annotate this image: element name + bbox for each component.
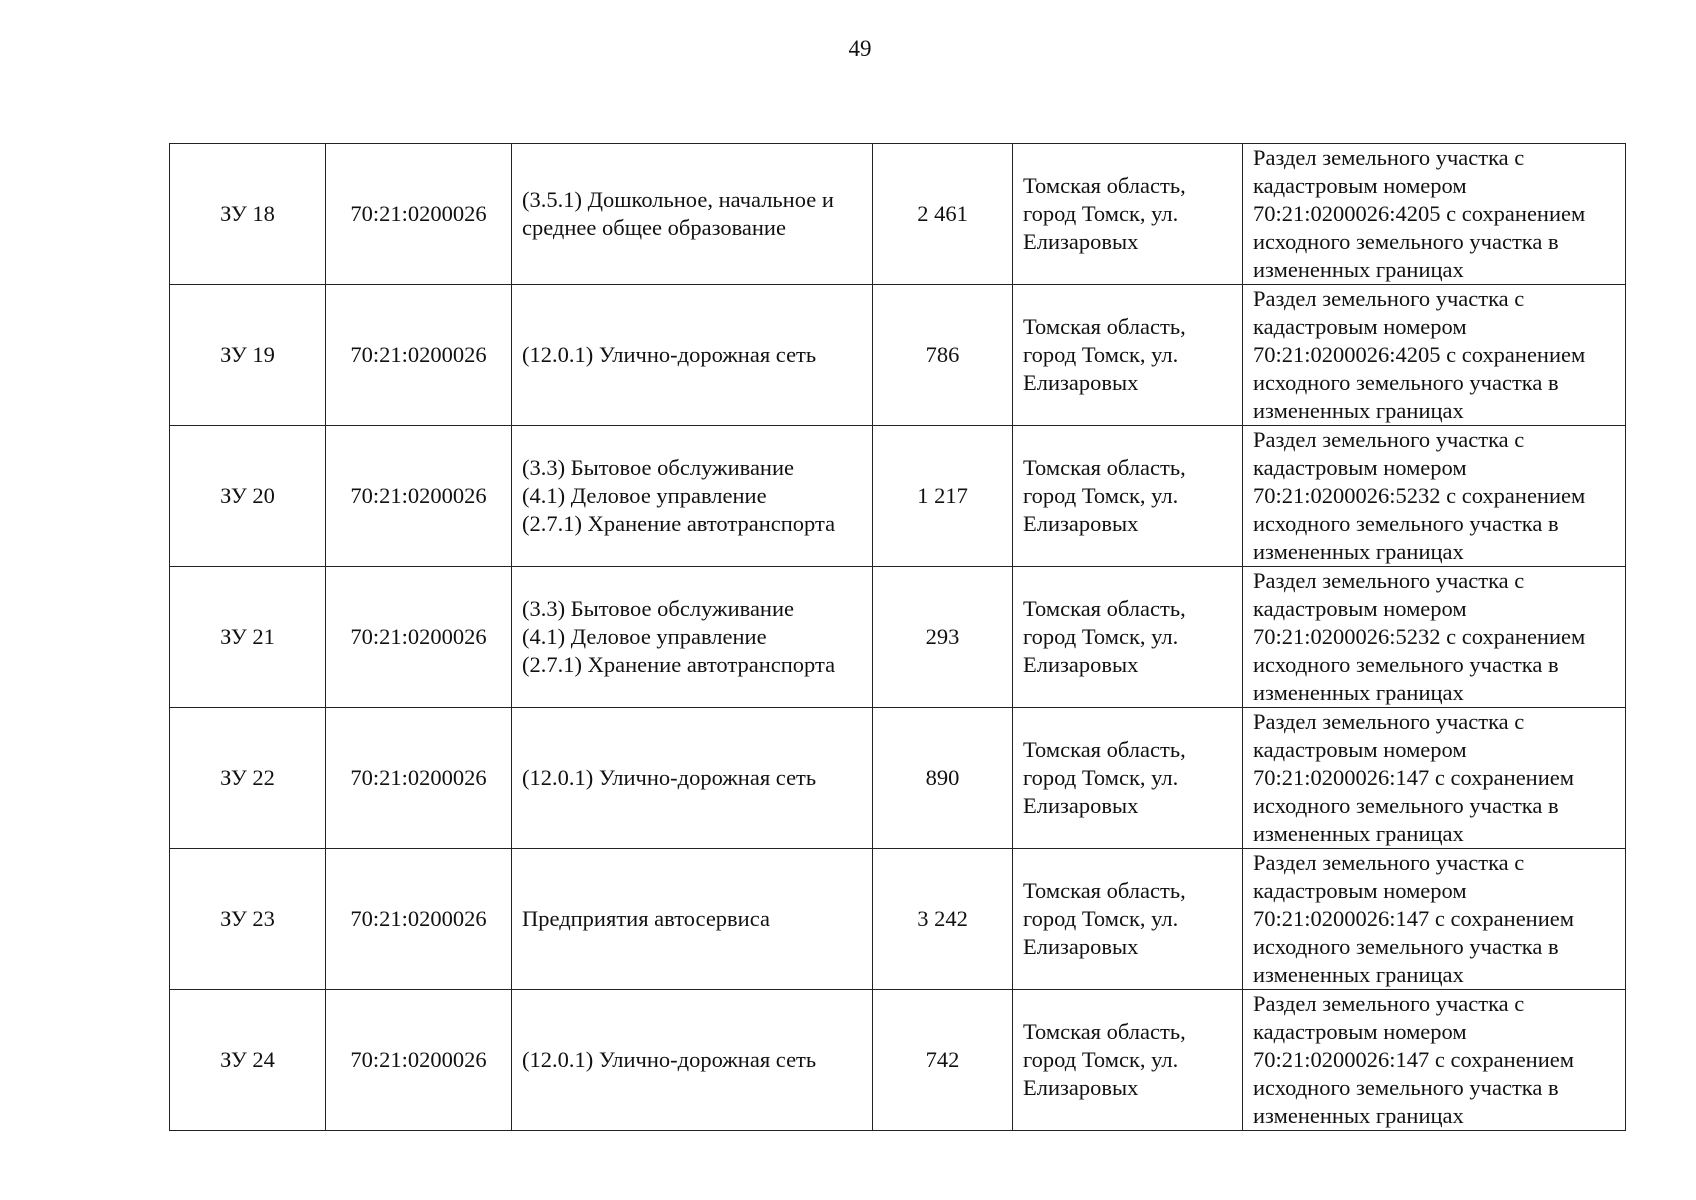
cadastral-quarter-cell: 70:21:0200026 (326, 285, 512, 426)
permitted-use-cell: (3.3) Бытовое обслуживание (4.1) Деловое управление (2.7.1) Хранение автотранспорта (512, 567, 873, 708)
area-cell: 3 242 (873, 849, 1013, 990)
table-row (170, 708, 1626, 849)
address-cell: Томская область, город Томск, ул. Елизаровых (1013, 849, 1243, 990)
address-cell: Томская область, город Томск, ул. Елизаровых (1013, 990, 1243, 1131)
formation-method-cell: Раздел земельного участка с кадастровым номером 70:21:0200026:4205 с сохранением исходного земельного участка в измененных границах (1243, 144, 1626, 285)
formation-method-cell: Раздел земельного участка с кадастровым номером 70:21:0200026:147 с сохранением исходного земельного участка в измененных границах (1243, 849, 1626, 990)
permitted-use-cell: (12.0.1) Улично-дорожная сеть (512, 285, 873, 426)
table-row (170, 849, 1626, 990)
plot-id-cell: ЗУ 21 (170, 567, 326, 708)
formation-method-cell: Раздел земельного участка с кадастровым номером 70:21:0200026:5232 с сохранением исходного земельного участка в измененных границах (1243, 567, 1626, 708)
permitted-use-cell: (3.3) Бытовое обслуживание (4.1) Деловое управление (2.7.1) Хранение автотранспорта (512, 426, 873, 567)
area-cell: 786 (873, 285, 1013, 426)
address-cell: Томская область, город Томск, ул. Елизаровых (1013, 567, 1243, 708)
cadastral-quarter-cell: 70:21:0200026 (326, 144, 512, 285)
plot-id-cell: ЗУ 19 (170, 285, 326, 426)
plot-id-cell: ЗУ 24 (170, 990, 326, 1131)
area-cell: 742 (873, 990, 1013, 1131)
table-body (170, 144, 1626, 1131)
plot-id-cell: ЗУ 23 (170, 849, 326, 990)
formation-method-cell: Раздел земельного участка с кадастровым номером 70:21:0200026:147 с сохранением исходного земельного участка в измененных границах (1243, 708, 1626, 849)
table-row (170, 144, 1626, 285)
land-plots-table (169, 143, 1626, 1131)
table-row (170, 285, 1626, 426)
permitted-use-cell: (3.5.1) Дошкольное, начальное и среднее общее образование (512, 144, 873, 285)
permitted-use-cell: (12.0.1) Улично-дорожная сеть (512, 990, 873, 1131)
permitted-use-cell: (12.0.1) Улично-дорожная сеть (512, 708, 873, 849)
plot-id-cell: ЗУ 22 (170, 708, 326, 849)
table-row (170, 567, 1626, 708)
cadastral-quarter-cell: 70:21:0200026 (326, 990, 512, 1131)
plot-id-cell: ЗУ 20 (170, 426, 326, 567)
area-cell: 293 (873, 567, 1013, 708)
cadastral-quarter-cell: 70:21:0200026 (326, 708, 512, 849)
formation-method-cell: Раздел земельного участка с кадастровым номером 70:21:0200026:4205 с сохранением исходного земельного участка в измененных границах (1243, 285, 1626, 426)
permitted-use-cell: Предприятия автосервиса (512, 849, 873, 990)
cadastral-quarter-cell: 70:21:0200026 (326, 426, 512, 567)
table-row (170, 426, 1626, 567)
address-cell: Томская область, город Томск, ул. Елизаровых (1013, 708, 1243, 849)
area-cell: 890 (873, 708, 1013, 849)
table-row (170, 990, 1626, 1131)
cadastral-quarter-cell: 70:21:0200026 (326, 567, 512, 708)
cadastral-quarter-cell: 70:21:0200026 (326, 849, 512, 990)
area-cell: 1 217 (873, 426, 1013, 567)
formation-method-cell: Раздел земельного участка с кадастровым номером 70:21:0200026:147 с сохранением исходного земельного участка в измененных границах (1243, 990, 1626, 1131)
page-number: 49 (848, 36, 872, 61)
formation-method-cell: Раздел земельного участка с кадастровым номером 70:21:0200026:5232 с сохранением исходного земельного участка в измененных границах (1243, 426, 1626, 567)
address-cell: Томская область, город Томск, ул. Елизаровых (1013, 426, 1243, 567)
address-cell: Томская область, город Томск, ул. Елизаровых (1013, 285, 1243, 426)
address-cell: Томская область, город Томск, ул. Елизаровых (1013, 144, 1243, 285)
area-cell: 2 461 (873, 144, 1013, 285)
plot-id-cell: ЗУ 18 (170, 144, 326, 285)
